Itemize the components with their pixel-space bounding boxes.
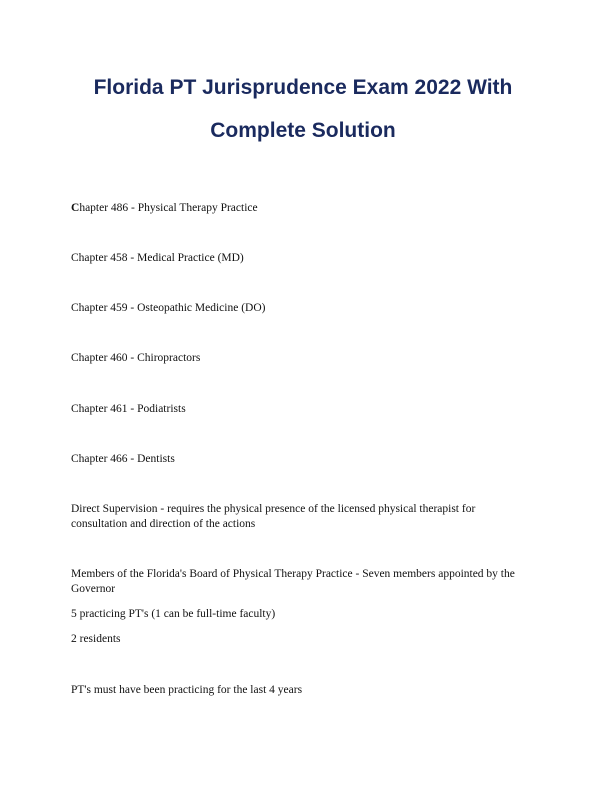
board-members-line-2: Governor [71,583,116,595]
chapter-460-text: Chapter 460 - Chiropractors [71,352,201,364]
chapter-486-rest: hapter 486 - Physical Therapy Practice [79,202,258,214]
direct-supervision-line-1: Direct Supervision - requires the physical presence of the licensed physical therapist for [71,503,476,515]
pts-practicing-years-text: PT's must have been practicing for the last 4 years [71,684,303,696]
chapter-458-text: Chapter 458 - Medical Practice (MD) [71,252,244,264]
chapter-459-text: Chapter 459 - Osteopathic Medicine (DO) [71,302,266,314]
document-title-line-1: Florida PT Jurisprudence Exam 2022 With [93,76,513,99]
chapter-486-initial: C [71,202,80,214]
residents-text: 2 residents [71,633,121,645]
document-title-line-2: Complete Solution [210,119,396,142]
chapter-486-text [71,201,541,216]
practicing-pts-text: 5 practicing PT's (1 can be full-time faculty) [71,608,276,620]
chapter-466-text: Chapter 466 - Dentists [71,453,175,465]
chapter-461-text: Chapter 461 - Podiatrists [71,403,186,415]
direct-supervision-line-2: consultation and direction of the actions [71,518,256,530]
board-members-line-1: Members of the Florida's Board of Physical Therapy Practice - Seven members appointed by the [71,568,515,580]
